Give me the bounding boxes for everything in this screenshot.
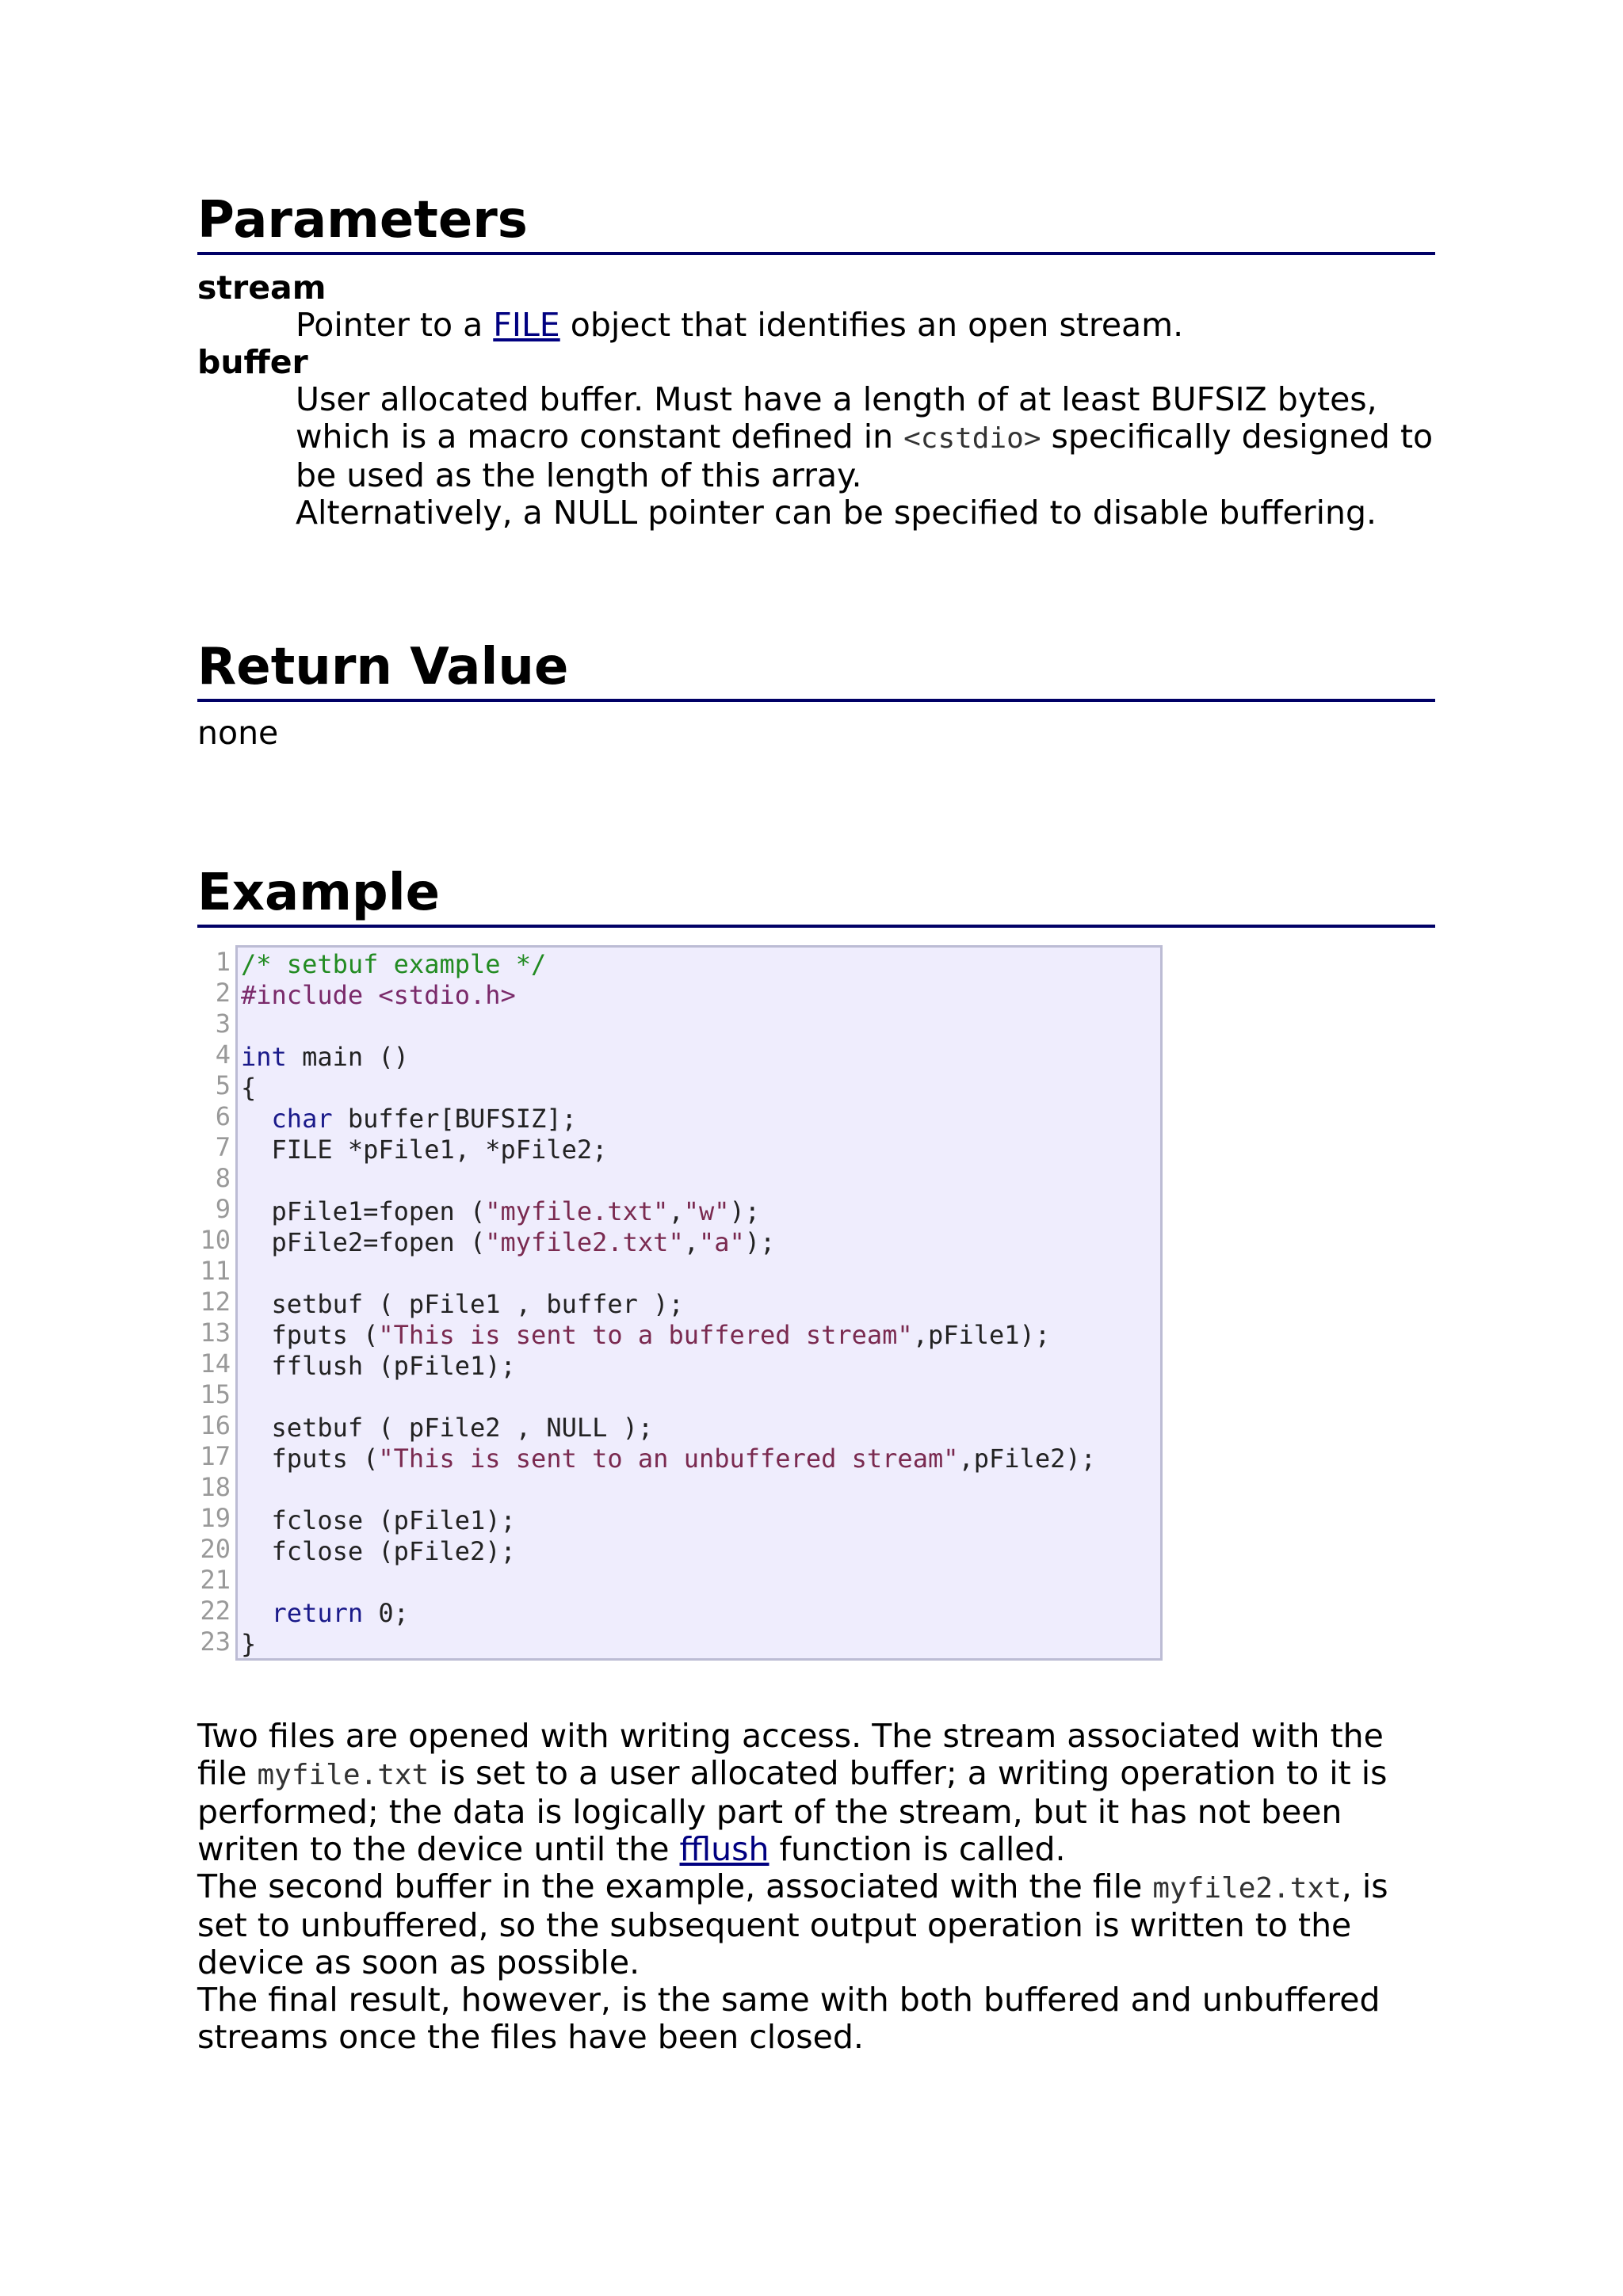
line-number: 8 [215,1163,231,1193]
code-token: setbuf ( pFile1 , buffer ); [241,1289,684,1319]
param-name-buffer: buffer [197,343,308,381]
line-number: 9 [215,1194,231,1224]
parameters-heading: Parameters [197,190,1435,255]
explanation-text: Two files are opened with writing access. The stream associated with the file [197,1717,1384,1792]
line-number: 2 [215,978,231,1008]
code-token: ,pFile2); [958,1444,1096,1474]
line-number: 20 [200,1534,231,1564]
explanation-text: is set to a user allocated buffer; a writing operation to it is performed; the data is logically part of the stream, but it has not been writen to the device until the [197,1754,1388,1868]
line-number: 1 [215,947,231,977]
code-token: "a" [698,1227,745,1257]
line-number: 22 [200,1596,231,1626]
code-line [241,1289,1160,1320]
explanation-paragraph: The final result, however, is the same with both buffered and unbuffered streams once the files have been closed. [197,1981,1381,2056]
code-token: fflush (pFile1); [241,1351,516,1381]
code-line [241,1474,1160,1505]
code-line [241,1042,1160,1073]
code-token: fclose (pFile1); [241,1505,516,1535]
line-number: 10 [200,1225,231,1255]
code-line [241,1258,1160,1289]
line-number: 15 [200,1379,231,1409]
code-token [241,1104,272,1134]
line-number: 16 [200,1410,231,1440]
line-number: 17 [200,1441,231,1471]
code-line [241,1629,1160,1660]
param-desc-buffer [296,381,1435,532]
code-token: ,pFile1); [912,1320,1051,1350]
code-line [241,1320,1160,1351]
param-name-stream: stream [197,269,327,307]
line-number: 19 [200,1503,231,1533]
file-link[interactable]: FILE [493,306,560,344]
line-number: 14 [200,1348,231,1379]
code-token: int [241,1042,287,1072]
code-token: /* setbuf example */ [241,949,547,979]
code-box[interactable] [235,945,1163,1661]
line-number: 11 [200,1256,231,1286]
line-number: 21 [200,1565,231,1595]
code-token: { [241,1073,257,1103]
code-line [241,980,1160,1011]
code-token: char [271,1104,333,1134]
explanation-text: The second buffer in the example, associated with the file [197,1867,1153,1905]
param-desc-text: specifically designed to be used as the length of this array. [296,418,1434,494]
code-token: } [241,1629,257,1659]
code-line [241,1165,1160,1196]
code-token: , [683,1227,699,1257]
line-number: 18 [200,1472,231,1502]
line-number: 13 [200,1318,231,1348]
code-line [241,1073,1160,1104]
code-token: ); [729,1196,761,1226]
param-desc-text: object that identifies an open stream. [559,306,1184,344]
line-number: 12 [200,1287,231,1317]
code-token: fputs ( [241,1320,379,1350]
code-line [241,1135,1160,1165]
line-number: 4 [215,1039,231,1070]
param-desc-text: User allocated buffer. Must have a length of at least BUFSIZ bytes, which is a macro constant defined in [296,380,1377,456]
code-token: fputs ( [241,1444,379,1474]
code-token: "w" [683,1196,730,1226]
line-number: 5 [215,1070,231,1100]
code-line [241,1598,1160,1629]
document-page [197,190,1435,2056]
line-number: 23 [200,1627,231,1657]
code-token: setbuf ( pFile2 , NULL ); [241,1413,654,1443]
line-number: 3 [215,1009,231,1039]
myfile2-code: myfile2.txt [1152,1872,1342,1905]
code-line [241,1505,1160,1536]
line-numbers [197,945,231,1657]
code-line [241,1227,1160,1258]
code-token: "myfile2.txt" [485,1227,684,1257]
parameter-list [197,269,1435,532]
return-value-heading: Return Value [197,637,1435,702]
code-line [241,1444,1160,1474]
code-token: #include <stdio.h> [241,980,516,1010]
explanation-text: function is called. [769,1830,1066,1868]
code-line [241,949,1160,980]
explanation-text: , is set to unbuffered, so the subsequent output operation is written to the device as soon as possible. [197,1867,1388,1981]
code-line [241,1196,1160,1227]
param-desc-text: Pointer to a [296,306,494,344]
return-value-text: none [197,714,279,752]
code-line [241,1104,1160,1135]
code-line [241,1011,1160,1042]
code-line [241,1413,1160,1444]
example-explanation [197,1718,1435,2056]
line-number: 7 [215,1132,231,1162]
code-token: FILE *pFile1, *pFile2; [241,1135,608,1165]
code-token: , [668,1196,684,1226]
code-token: "This is sent to a buffered stream" [378,1320,913,1350]
code-token: "myfile.txt" [485,1196,669,1226]
code-token: main () [286,1042,409,1072]
code-line [241,1382,1160,1413]
fflush-link[interactable]: fflush [679,1830,769,1868]
code-token: pFile2=fopen ( [241,1227,486,1257]
code-example [197,945,1435,1664]
explanation-paragraph [197,1718,1435,1868]
code-token: return [271,1598,364,1628]
code-token: 0; [363,1598,409,1628]
line-number: 6 [215,1101,231,1131]
code-line [241,1351,1160,1382]
myfile-code: myfile.txt [257,1759,430,1791]
code-token [241,1598,272,1628]
code-token: "This is sent to an unbuffered stream" [378,1444,959,1474]
code-token: pFile1=fopen ( [241,1196,486,1226]
example-heading: Example [197,863,1435,928]
param-desc-stream [296,307,1435,344]
code-line [241,1567,1160,1598]
cstdio-code: <cstdio> [903,422,1041,455]
code-token: ); [744,1227,776,1257]
code-line [241,1536,1160,1567]
code-token: buffer[BUFSIZ]; [332,1104,577,1134]
param-desc-text: Alternatively, a NULL pointer can be specified to disable buffering. [296,494,1377,532]
code-token: fclose (pFile2); [241,1536,516,1566]
explanation-paragraph [197,1868,1435,1981]
